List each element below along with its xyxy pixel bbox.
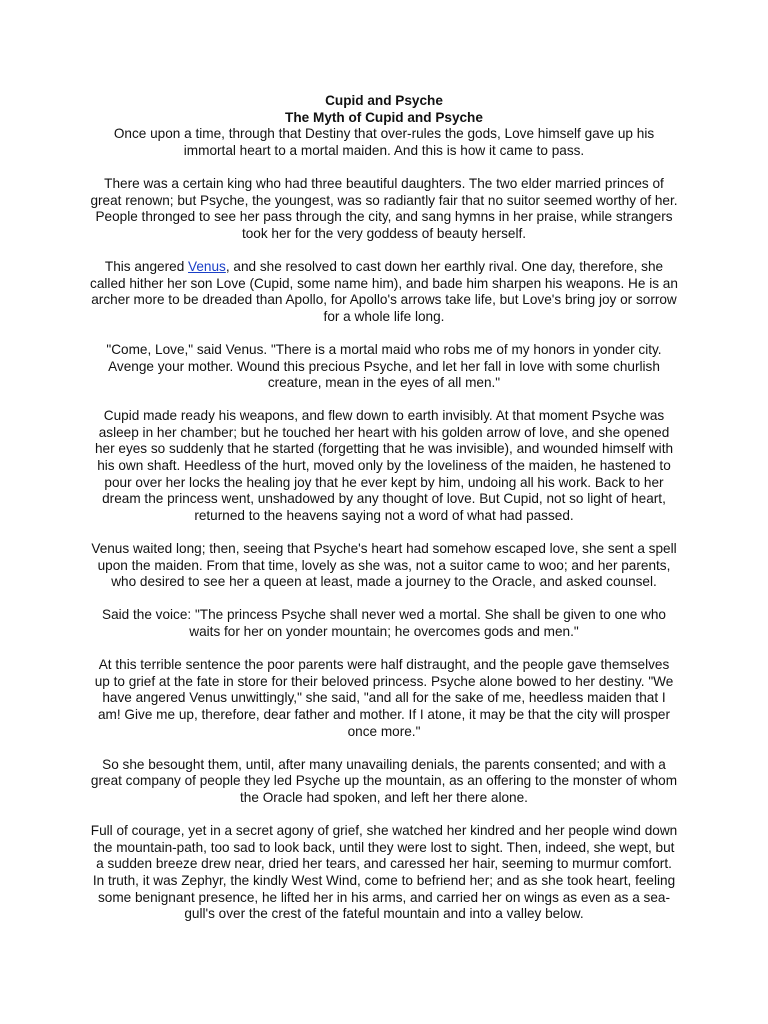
paragraph-2: There was a certain king who had three beautiful daughters. The two elder married princes of great renown; but Psyche, the youngest, was so radiantly fair that no suitor seemed worthy of her. People thronged to see her pass through the city, and sang hymns in her praise, while strangers took her for the very goddess of beauty herself. [90,175,678,241]
paragraph-5: Cupid made ready his weapons, and flew down to earth invisibly. At that moment Psyche was asleep in her chamber; but he touched her heart with his golden arrow of love, and she opened her eyes so suddenly that he started (forgetting that he was invisible), and wounded himself with his own shaft. Heedless of the hurt, moved only by the loveliness of the maiden, he hastened to pour over her locks the healing joy that he ever kept by him, undoing all his work. Back to her dream the princess went, unshadowed by any thought of love. But Cupid, not so light of heart, returned to the heavens saying not a word of what had passed. [94,408,674,523]
document-subtitle: The Myth of Cupid and Psyche [285,109,483,125]
paragraph-10: Full of courage, yet in a secret agony of grief, she watched her kindred and her people wind down the mountain-path, too sad to look back, until they were lost to sight. Then, indeed, she wept, but a sudden breeze drew near, dried her tears, and caressed her hair, seeming to murmur comfort. In truth, it was Zephyr, the kindly West Wind, come to befriend her; and as she took heart, feeling some benignant presence, he lifted her in his arms, and carried her on wings as even as a sea-gull's over the crest of the fateful mountain and into a valley below. [90,823,678,922]
paragraph-6: Venus waited long; then, seeing that Psyche's heart had somehow escaped love, she sent a spell upon the maiden. From that time, lovely as she was, not a suitor came to woo; and her parents, who desired to see her a queen at least, made a journey to the Oracle, and asked counsel. [91,541,677,590]
paragraph-3-before: This angered [104,258,189,274]
venus-link[interactable]: Venus [188,258,226,274]
paragraph-4: "Come, Love," said Venus. "There is a mortal maid who robs me of my honors in yonder city. Avenge your mother. Wound this precious Psyche, and let her fall in love with some churlish creature, mean in the eyes of all men." [106,341,662,391]
paragraph-9: So she besought them, until, after many unavailing denials, the parents consented; and with a great company of people they led Psyche up the mountain, as an offering to the monster of whom the Oracle had spoken, and left her there alone. [90,756,678,805]
paragraph-1: Once upon a time, through that Destiny that over-rules the gods, Love himself gave up his immortal heart to a mortal maiden. And this is how it came to pass. [113,126,655,158]
paragraph-7: Said the voice: "The princess Psyche shall never wed a mortal. She shall be given to one who waits for her on yonder mountain; he overcomes gods and men." [102,607,666,639]
paragraph-3-after: , and she resolved to cast down her earthly rival. One day, therefore, she called hither her son Love (Cupid, some name him), and bade him sharpen his weapons. He is an archer more to be dreaded than Apollo, for Apollo's arrows take life, but Love's bring joy or sorrow for a whole life long. [90,258,678,324]
paragraph-8: At this terrible sentence the poor parents were half distraught, and the people gave themselves up to grief at the fate in store for their beloved princess. Psyche alone bowed to her destiny. "We have angered Venus unwittingly," she said, "and all for the sake of me, heedless maiden that I am! Give me up, therefore, dear father and mother. If I atone, it may be that the city will prosper once more." [94,657,674,739]
document-title: Cupid and Psyche [325,93,443,108]
paragraph-3 [90,259,678,325]
